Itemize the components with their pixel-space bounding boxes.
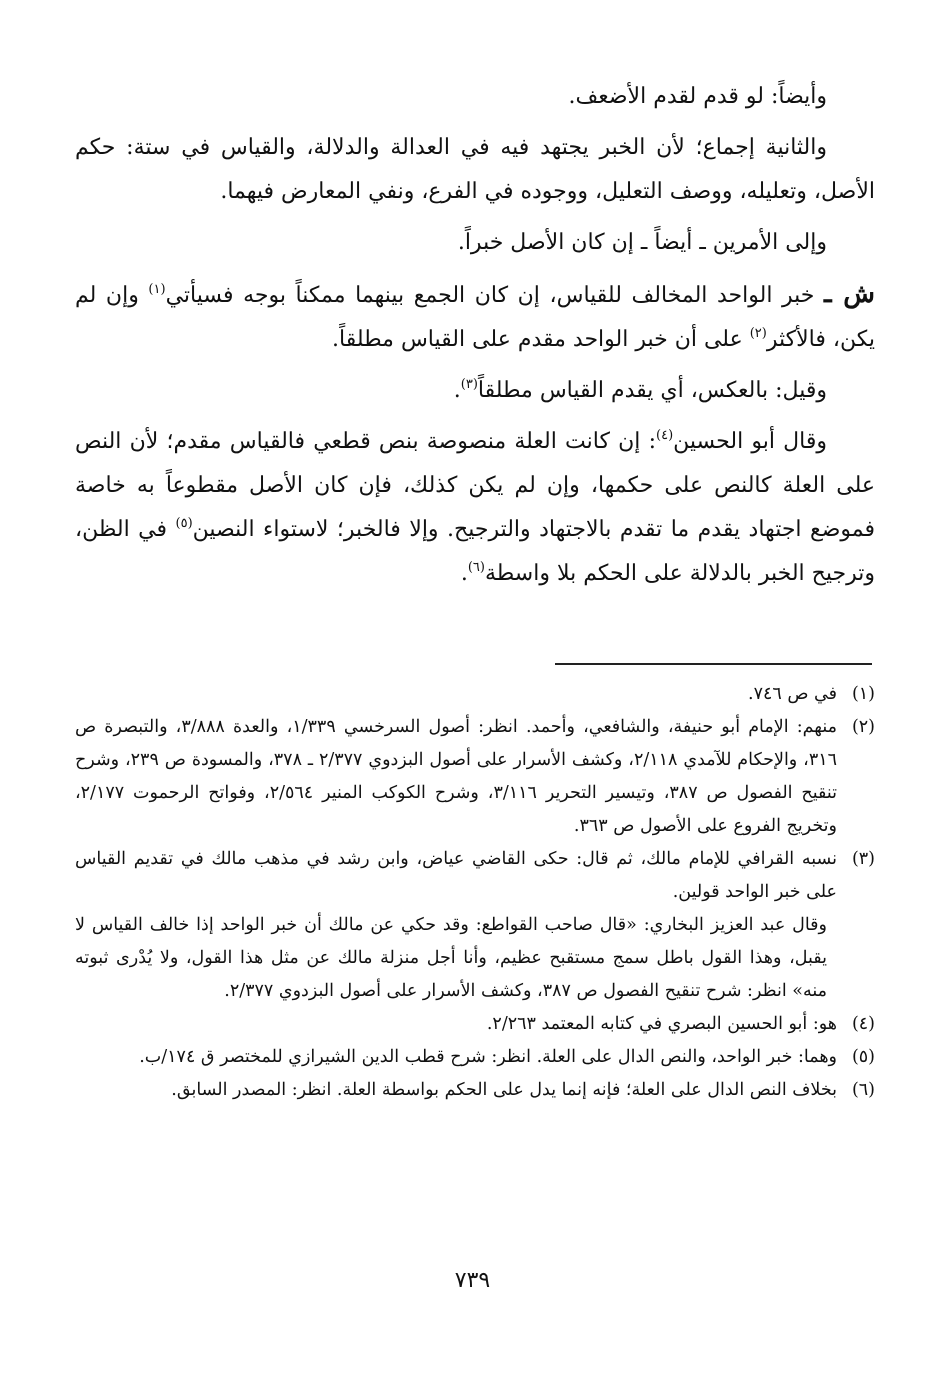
footnote-3 — [75, 843, 875, 1008]
paragraph-5-text-a: وقيل: بالعكس، أي يقدم القياس مطلقاً — [477, 378, 827, 403]
footnote-text-block — [75, 843, 837, 1008]
commentary-marker: ش ـ — [823, 279, 875, 309]
footnote-5 — [75, 1041, 875, 1074]
paragraph-3: وإلى الأمرين ـ أيضاً ـ إن كان الأصل خبراً. — [457, 230, 827, 255]
paragraph-5-text-b: . — [453, 378, 461, 403]
footnote-text: في ص ٧٤٦. — [747, 684, 837, 704]
footnotes — [75, 678, 875, 1107]
paragraph-6-text-b: : إن كانت العلة منصوصة بنص قطعي فالقياس مقدم؛ لأن النص على العلة كالنص على حكمها، وإن لم يكن كذلك، فإن كان الأصل مقطوعاً به خاصة فموضع اجتهاد يقدم ما تقدم بالاجتهاد والترجيح. وإلا فالخبر؛ لاستواء النصين — [75, 429, 875, 542]
paragraph-4 — [75, 272, 875, 362]
footnote-number: (٣) — [851, 849, 875, 869]
footnote-4 — [75, 1008, 875, 1041]
paragraph-4-text-b: وإن لم يكن، فالأكثر — [75, 283, 875, 352]
footnote-text-continued: وقال عبد العزيز البخاري: «قال صاحب القواطع: وقد حكي عن مالك أن خبر الواحد إذا خالف القياس لا يقبل، وهذا القول باطل سمج مستقبح عظيم، وأنا أجل منزلة مالك عن مثل هذا القول، ولا يُدْرى ثبوته منه» انظر: شرح تنقيح الفصول ص ٣٨٧، وكشف الأسرار على أصول البزدوي ٢/٣٧٧. — [75, 915, 827, 1001]
paragraph-2: والثانية إجماع؛ لأن الخبر يجتهد فيه في العدالة والدلالة، والقياس في ستة: حكم الأصل، وتعليله، ووصف التعليل، ووجوده في الفرع، ونفي المعارض فيهما. — [75, 135, 875, 204]
footnote-number: (٤) — [851, 1014, 875, 1034]
footnote-number: (٥) — [851, 1047, 875, 1067]
paragraph-6 — [75, 420, 875, 596]
paragraph-4-text-c: على أن خبر الواحد مقدم على القياس مطلقاً. — [332, 327, 750, 352]
footnote-6 — [75, 1074, 875, 1107]
paragraph-5 — [75, 369, 875, 413]
footnote-number: (٢) — [851, 717, 875, 737]
footnote-ref-1[interactable]: (١) — [148, 282, 166, 297]
paragraph-6-text-d: . — [460, 561, 468, 586]
footnote-ref-5[interactable]: (٥) — [175, 516, 193, 531]
footnote-text: بخلاف النص الدال على العلة؛ فإنه إنما يدل على الحكم بواسطة العلة. انظر: المصدر السابق. — [171, 1080, 837, 1100]
page-number: ٧٣٩ — [454, 1268, 491, 1293]
footnote-1 — [75, 678, 875, 711]
paragraph-4-text-a: خبر الواحد المخالف للقياس، إن كان الجمع بينهما ممكناً بوجه فسيأتي — [165, 283, 824, 308]
footnote-separator — [555, 663, 872, 665]
paragraph-6-text-c: في الظن، وترجيح الخبر بالدلالة على الحكم بلا واسطة — [75, 517, 875, 586]
footnote-2 — [75, 711, 875, 843]
footnote-text: هو: أبو الحسين البصري في كتابه المعتمد ٢/٢٦٣. — [486, 1014, 837, 1034]
paragraph-1: وأيضاً: لو قدم لقدم الأضعف. — [568, 84, 827, 109]
footnote-number: (٦) — [851, 1080, 875, 1100]
footnote-ref-4[interactable]: (٤) — [656, 428, 674, 443]
footnote-text: وهما: خبر الواحد، والنص الدال على العلة. انظر: شرح قطب الدين الشيرازي للمختصر ق ١٧٤/ب. — [139, 1047, 837, 1067]
footnote-text: منهم: الإمام أبو حنيفة، والشافعي، وأحمد. انظر: أصول السرخسي ١/٣٣٩، والعدة ٣/٨٨٨، والتبصرة ص ٣١٦، والإحكام للآمدي ٢/١١٨، وكشف الأسرار على أصول البزدوي ٢/٣٧٧ ـ ٣٧٨، والمسودة ص ٢٣٩، وشرح تنقيح الفصول ص ٣٨٧، وتيسير التحرير ٣/١١٦، وشرح الكوكب المنير ٢/٥٦٤، وفواتح الرحموت ٢/١٧٧، وتخريج الفروع على الأصول ص ٣٦٣. — [75, 717, 838, 836]
footnote-ref-3[interactable]: (٣) — [460, 377, 478, 392]
footnote-number: (١) — [851, 684, 875, 704]
footnote-text: نسبه القرافي للإمام مالك، ثم قال: حكى القاضي عياض، وابن رشد في مذهب مالك في تقديم القياس على خبر الواحد قولين. — [75, 849, 837, 902]
main-text — [75, 75, 875, 603]
footnote-ref-2[interactable]: (٢) — [749, 326, 767, 341]
paragraph-6-text-a: وقال أبو الحسين — [673, 429, 827, 454]
footnote-ref-6[interactable]: (٦) — [467, 560, 485, 575]
